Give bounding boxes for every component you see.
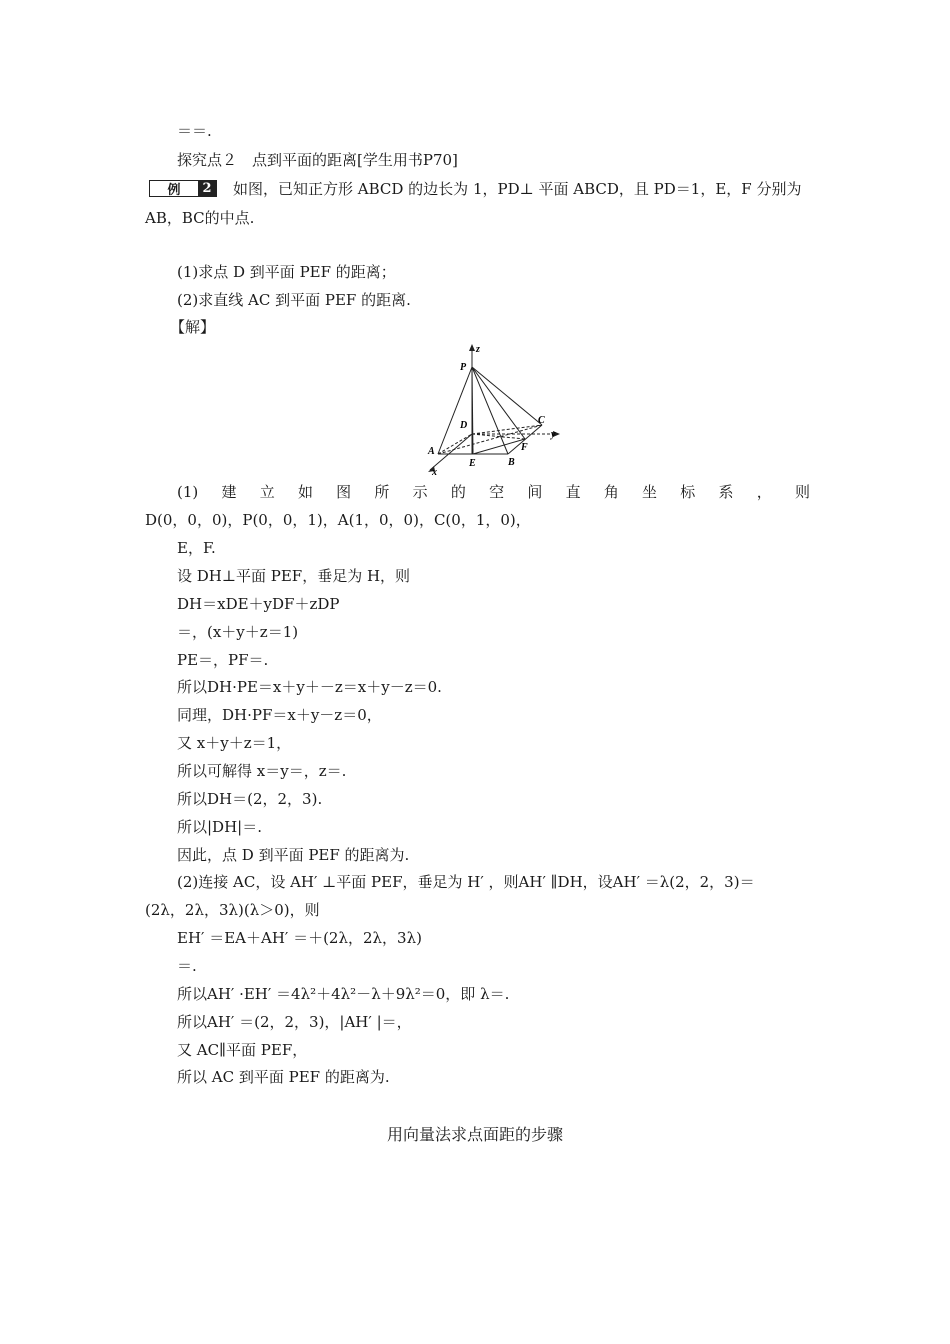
spread-char: 空 [489, 483, 505, 501]
spread-char: 如 [297, 483, 313, 501]
text-line: 又 AC∥平面 PEF， [177, 1041, 308, 1059]
label-E: E [469, 458, 476, 469]
text-line: ＝＝. [177, 122, 212, 140]
text-line: (2λ，2λ，3λ)(λ＞0)，则 [145, 901, 320, 919]
spread-char: 图 [336, 483, 352, 501]
spread-char: (1) [177, 483, 199, 501]
spread-char: 坐 [642, 483, 658, 501]
example-badge [149, 180, 217, 197]
text-line: E，F. [177, 539, 216, 557]
label-F: F [521, 442, 528, 453]
label-x: x [432, 467, 437, 477]
example-badge-label: 例 [150, 181, 198, 196]
spread-line [177, 482, 810, 502]
text-line: (2)连接 AC，设 AH′ ⊥平面 PEF，垂足为 H′ ，则AH′ ∥DH，设AH′ ＝λ(2，2，3)＝ [177, 873, 755, 891]
text-line: DH＝xDE＋yDF＋zDP [177, 595, 340, 613]
spread-char: 建 [221, 483, 237, 501]
text-line: EH′ ＝EA＋AH′ ＝＋(2λ，2λ，3λ) [177, 929, 422, 947]
pyramid-figure [420, 342, 570, 477]
text-line: 所以 AC 到平面 PEF 的距离为. [177, 1068, 390, 1086]
label-D: D [460, 420, 468, 431]
spread-char: 系 [718, 483, 734, 501]
spread-char: 角 [603, 483, 619, 501]
spread-char: 则 [794, 483, 810, 501]
text-line: ＝. [177, 957, 197, 975]
section-heading: 探究点２ 点到平面的距离[学生用书P70] [177, 151, 458, 169]
problem-statement-cont: AB，BC的中点. [145, 209, 255, 227]
text-line: 所以DH·PE＝x＋y＋－z＝x＋y－z＝0. [177, 678, 442, 696]
solution-heading: 【解】 [170, 318, 216, 336]
text-line: PE＝，PF＝. [177, 651, 269, 669]
spread-char: 的 [450, 483, 466, 501]
text-line: 设 DH⊥平面 PEF，垂足为 H，则 [177, 567, 411, 585]
text-line: D(0，0，0)，P(0，0，1)，A(1，0，0)，C(0，1，0)， [145, 511, 531, 529]
label-B: B [508, 457, 515, 468]
question-2: (2)求直线 AC 到平面 PEF 的距离. [177, 291, 411, 309]
text-line: 因此，点 D 到平面 PEF 的距离为. [177, 846, 410, 864]
label-z: z [476, 344, 480, 355]
text-line: 所以DH＝(2，2，3). [177, 790, 323, 808]
spread-char: 间 [527, 483, 543, 501]
problem-statement: 如图，已知正方形 ABCD 的边长为 1，PD⊥ 平面 ABCD，且 PD＝1，E，F 分别为 [218, 180, 802, 198]
label-P: P [460, 362, 467, 373]
spread-char: 标 [680, 483, 696, 501]
spread-char: 立 [259, 483, 275, 501]
label-A: A [428, 446, 435, 457]
spread-char: 所 [374, 483, 390, 501]
label-y: y [551, 429, 556, 440]
text-line: 同理，DH·PF＝x＋y－z＝0， [177, 706, 382, 724]
example-badge-number: 2 [198, 181, 216, 196]
label-C: C [538, 415, 545, 426]
text-line: 所以|DH|＝. [177, 818, 262, 836]
spread-char: 直 [565, 483, 581, 501]
text-line: 所以AH′ ·EH′ ＝4λ²＋4λ²－λ＋9λ²＝0，即 λ＝. [177, 985, 510, 1003]
text-line: 所以可解得 x＝y＝，z＝. [177, 762, 347, 780]
text-line: ＝，(x＋y＋z＝1) [177, 623, 299, 641]
text-line: 又 x＋y＋z＝1， [177, 734, 292, 752]
text-line: 所以AH′ ＝(2，2，3)，|AH′ |＝， [177, 1013, 412, 1031]
spread-char: ， [756, 483, 772, 501]
question-1: (1)求点 D 到平面 PEF 的距离； [177, 263, 396, 281]
spread-char: 示 [412, 483, 428, 501]
section-caption: 用向量法求点面距的步骤 [386, 1125, 563, 1144]
